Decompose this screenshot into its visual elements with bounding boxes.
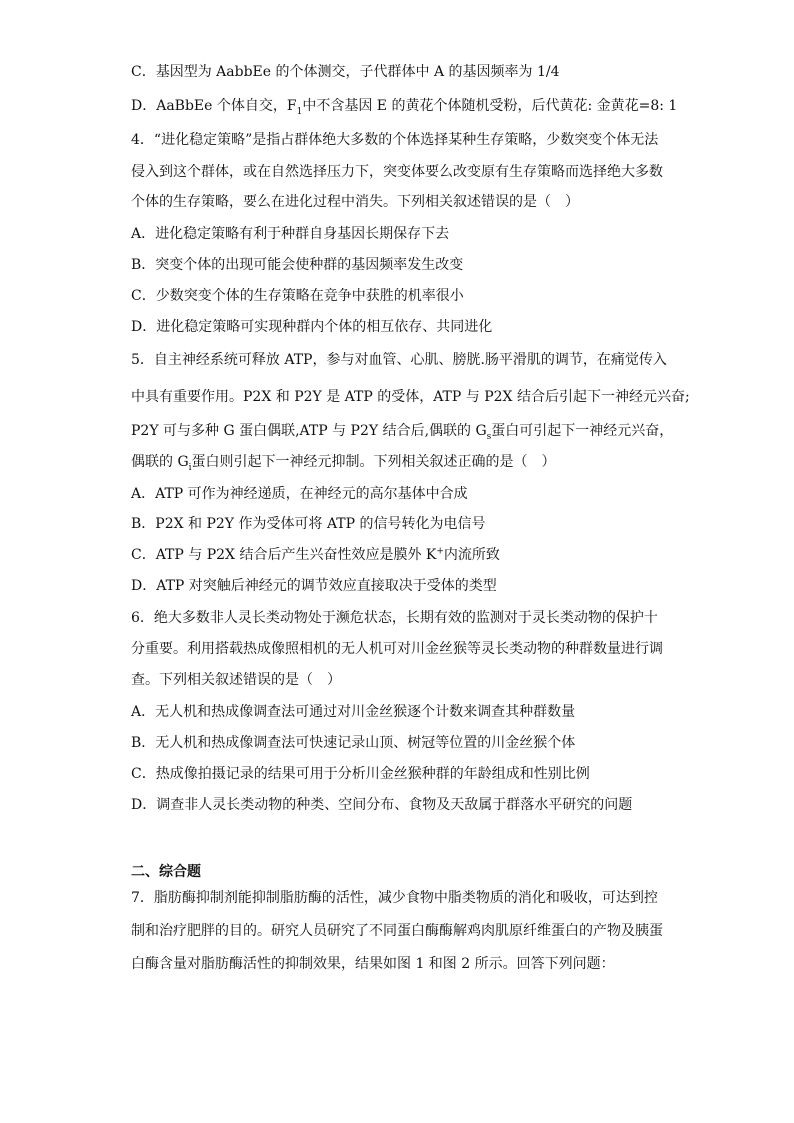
q5-option-c: C．ATP 与 P2X 结合后产生兴奋性效应是膜外 K+内流所致	[131, 546, 500, 563]
q4-option-b: B．突变个体的出现可能会使种群的基因频率发生改变	[131, 257, 464, 273]
q5-stem-line-3: P2Y 可与多种 G 蛋白偶联,ATP 与 P2Y 结合后,偶联的 $G_s$蛋白可引起下一神经元兴奋，	[131, 423, 674, 442]
q5-option-a: A．ATP 可作为神经递质，在神经元的高尔基体中合成	[131, 486, 468, 502]
q6-option-c: C．热成像拍摄记录的结果可用于分析川金丝猴种群的年龄组成和性别比例	[131, 766, 590, 782]
q5-stem-line-2: 中具有重要作用。P2X 和 P2Y 是 ATP 的受体，ATP 与 P2X 结合后引起下一神经元兴奋;	[131, 389, 690, 405]
q5-stem-line-4: 偶联的 $G_i$蛋白则引起下一神经元抑制。下列相关叙述正确的是（ ）	[131, 454, 556, 473]
q6-stem-line-1: 6．绝大多数非人灵长类动物处于濒危状态，长期有效的监测对于灵长类动物的保护十	[131, 610, 658, 626]
q7-stem-line-2: 制和治疗肥胖的目的。研究人员研究了不同蛋白酶酶解鸡肉肌原纤维蛋白的产物及胰蛋	[131, 923, 663, 939]
q3-option-c: C．基因型为 AabbEe 的个体测交，子代群体中 A 的基因频率为 1/4	[131, 64, 560, 80]
q7-stem-line-1: 7．脂肪酶抑制剂能抑制脂肪酶的活性，减少食物中脂类物质的消化和吸收，可达到控	[131, 890, 658, 906]
q5-option-b: B．P2X 和 P2Y 作为受体可将 ATP 的信号转化为电信号	[131, 516, 486, 532]
q6-option-d: D．调查非人灵长类动物的种类、空间分布、食物及天敌属于群落水平研究的问题	[131, 797, 633, 813]
q4-option-a: A．进化稳定策略有利于种群自身基因长期保存下去	[131, 226, 450, 242]
q4-option-c: C．少数突变个体的生存策略在竞争中获胜的机率很小	[131, 288, 464, 304]
q4-stem-line-1: 4．“进化稳定策略”是指占群体绝大多数的个体选择某种生存策略，少数突变个体无法	[131, 132, 659, 148]
q5-option-d: D．ATP 对突触后神经元的调节效应直接取决于受体的类型	[131, 578, 497, 594]
q6-stem-line-2: 分重要。利用搭载热成像照相机的无人机可对川金丝猴等灵长类动物的种群数量进行调	[131, 641, 663, 657]
section-title-comprehensive: 二、综合题	[131, 864, 201, 880]
q6-option-b: B．无人机和热成像调查法可快速记录山顶、树冠等位置的川金丝猴个体	[131, 735, 576, 751]
q4-option-d: D．进化稳定策略可实现种群内个体的相互依存、共同进化	[131, 319, 493, 335]
q4-stem-line-2: 侵入到这个群体，或在自然选择压力下，突变体要么改变原有生存策略而选择绝大多数	[131, 164, 663, 180]
q5-stem-line-1: 5．自主神经系统可释放 ATP，参与对血管、心肌、膀胱.肠平滑肌的调节，在痛觉传入	[131, 352, 667, 368]
q7-stem-line-3: 白酶含量对脂肪酶活性的抑制效果，结果如图 1 和图 2 所示。回答下列问题：	[131, 956, 615, 972]
q4-stem-line-3: 个体的生存策略，要么在进化过程中消失。下列相关叙述错误的是（ ）	[131, 194, 579, 210]
q3-option-d: D．AaBbEe 个体自交，$F_1$中不含基因 E 的黄花个体随机受粉，后代黄花: 金黄花=8: 1	[131, 98, 678, 117]
q6-stem-line-3: 查。下列相关叙述错误的是（ ）	[131, 672, 341, 688]
q6-option-a: A．无人机和热成像调查法可通过对川金丝猴逐个计数来调查其种群数量	[131, 704, 576, 720]
